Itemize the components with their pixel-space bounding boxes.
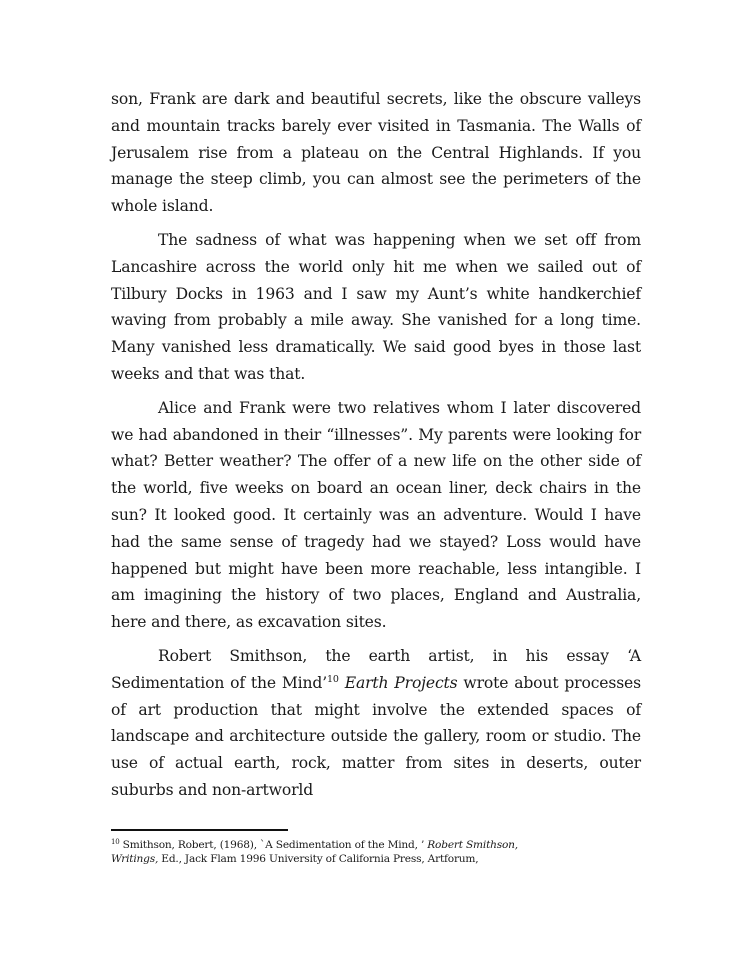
paragraph-2-text: The sadness of what was happening when we set off from Lancashire across the world only hit me when we sailed out of Tilbury Docks in 1963 and I saw my Aunt’s white handkerchief waving from probably a mile away. She vanished for a long time. Many vanished less dramatically. We said good byes in those last weeks and that was that. (111, 230, 641, 383)
footnote-separator-rule (111, 829, 288, 831)
paragraph-4-text-b: wrote about processes of art production that might involve the extended spaces of landscape and architecture outside the gallery, room or studio. The use of actual earth, rock, matter from sites in deserts, outer suburbs and non-artworld (111, 673, 641, 799)
paragraph-1 (111, 86, 641, 220)
paragraph-3 (111, 395, 641, 636)
paragraph-4 (111, 643, 641, 804)
paragraph-2 (111, 227, 641, 388)
footnote-reference-10[interactable]: 10 (327, 673, 339, 685)
book-title-earth-projects: Earth Projects (344, 673, 458, 692)
paragraph-1-text: son, Frank are dark and beautiful secrets, like the obscure valleys and mountain tracks barely ever visited in Tasmania. The Walls of Jerusalem rise from a plateau on the Central Highlands. If you manage the steep climb, you can almost see the perimeters of the whole island. (111, 90, 641, 216)
footnote-text-b: Ed., Jack Flam 1996 University of California Press, Artforum, (158, 853, 479, 865)
body-text (111, 86, 641, 811)
footnote-number: 10 (111, 838, 120, 846)
footnote-10 (111, 838, 551, 866)
paragraph-3-text: Alice and Frank were two relatives whom I later discovered we had abandoned in their “illnesses”. My parents were looking for what? Better weather? The offer of a new life on the other side of the world, five weeks on board an ocean liner, deck chairs in the sun? It looked good. It certainly was an adventure. Would I have had the same sense of tragedy had we stayed? Loss would have happened but might have been more reachable, less intangible. I am imagining the history of two places, England and Australia, here and there, as excavation sites. (111, 398, 641, 632)
footnote-book-title: Robert Smithson, Writings, (111, 839, 518, 865)
footnote-text-a: Smithson, Robert, (1968), `A Sedimentation of the Mind, ’ (119, 839, 428, 851)
paragraph-4-text-a: Robert Smithson, the earth artist, in his essay ‘A Sedimentation of the Mind’ (111, 646, 641, 692)
